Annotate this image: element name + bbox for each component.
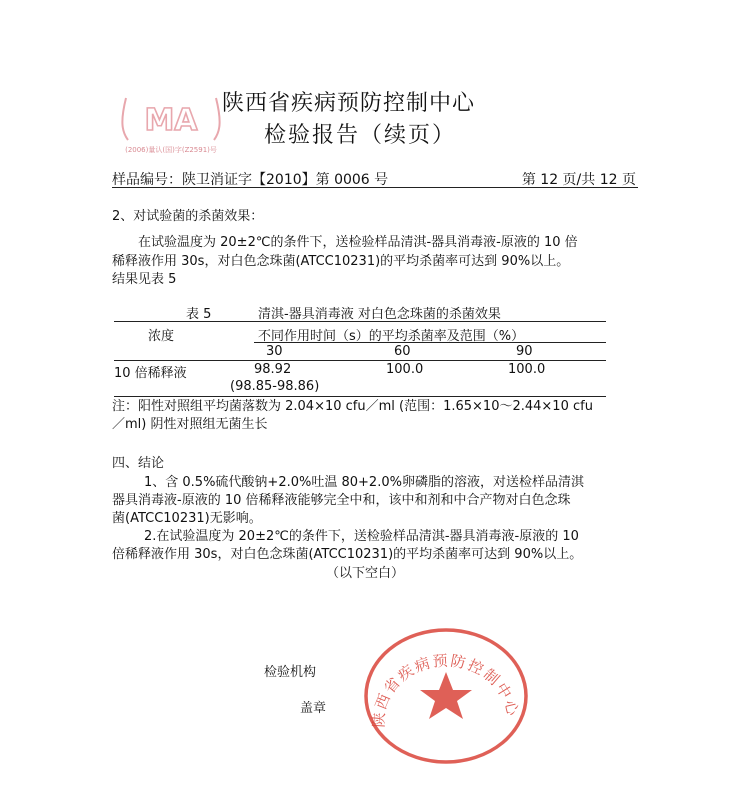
table-bottom-rule xyxy=(114,396,606,397)
group-header-rule xyxy=(254,342,606,343)
col-concentration-header: 浓度 xyxy=(148,329,175,344)
conclusion-p1-line3: 菌(ATCC10231)无影响。 xyxy=(112,511,262,526)
seal-label: 盖章 xyxy=(300,701,327,716)
ma-caption: (2006)量认(国)字(Z2591)号 xyxy=(125,146,217,154)
org-title: 陕西省疾病预防控制中心 xyxy=(222,91,476,116)
stamp-star-icon xyxy=(420,672,472,719)
conclusion-p1-line1: 1、含 0.5%硫代酸钠+2.0%吐温 80+2.0%卵磷脂的溶液，对送检样品清淇 xyxy=(144,475,584,490)
table-title: 清淇-器具消毒液 对白色念珠菌的杀菌效果 xyxy=(258,307,501,322)
report-title: 检验报告（续页） xyxy=(264,123,457,148)
conclusion-p2-line1: 2.在试验温度为 20±2℃的条件下，送检验样品清淇-器具消毒液-原液的 10 xyxy=(144,529,579,544)
value-30-range: (98.85-98.86) xyxy=(230,379,320,394)
blank-note: （以下空白） xyxy=(326,566,405,581)
time-header-90: 90 xyxy=(516,344,533,359)
header-rule xyxy=(112,187,638,188)
section2-para-line2: 稀释液作用 30s，对白色念珠菌(ATCC10231)的平均杀菌率可达到 90%以上。 xyxy=(112,254,570,269)
note-line1: 注：阳性对照组平均菌落数为 2.04×10 cfu／ml (范围：1.65×10～2.44×10 cfu xyxy=(112,399,593,414)
section2-para-line3: 结果见表 5 xyxy=(112,272,177,287)
page-info: 第 12 页/共 12 页 xyxy=(521,172,636,188)
table-label: 表 5 xyxy=(186,307,212,322)
table-top-rule xyxy=(114,321,606,322)
inspection-org-label: 检验机构 xyxy=(264,665,317,680)
conclusion-heading: 四、结论 xyxy=(112,456,165,471)
sample-number: 样品编号：陕卫消证字【2010】第 0006 号 xyxy=(112,172,389,188)
time-header-60: 60 xyxy=(394,344,411,359)
value-30: 98.92 xyxy=(254,362,292,377)
sample-meta-line xyxy=(112,169,638,189)
section2-heading: 2、对试验菌的杀菌效果： xyxy=(112,209,264,224)
ma-certification-mark xyxy=(118,92,224,156)
ma-mark-text: MA xyxy=(144,103,198,138)
header-bottom-rule xyxy=(114,360,606,361)
value-90: 100.0 xyxy=(508,362,546,377)
conclusion-p2-line2: 倍稀释液作用 30s，对白色念珠菌(ATCC10231)的平均杀菌率可达到 90%以上。 xyxy=(112,547,583,562)
stamp-text: 陕西省疾病预防控制中心 xyxy=(369,651,523,728)
official-seal-stamp xyxy=(360,624,532,764)
time-header-30: 30 xyxy=(266,344,283,359)
section2-para-line1: 在试验温度为 20±2℃的条件下，送检验样品清淇-器具消毒液-原液的 10 倍 xyxy=(138,235,578,250)
row-label: 10 倍稀释液 xyxy=(114,366,187,381)
note-line2: ／ml) 阴性对照组无菌生长 xyxy=(112,417,268,432)
value-60: 100.0 xyxy=(386,362,424,377)
conclusion-p1-line2: 器具消毒液-原液的 10 倍稀释液能够完全中和，该中和剂和中合产物对白色念珠 xyxy=(112,493,571,508)
time-group-header: 不同作用时间（s）的平均杀菌率及范围（%） xyxy=(258,329,525,344)
